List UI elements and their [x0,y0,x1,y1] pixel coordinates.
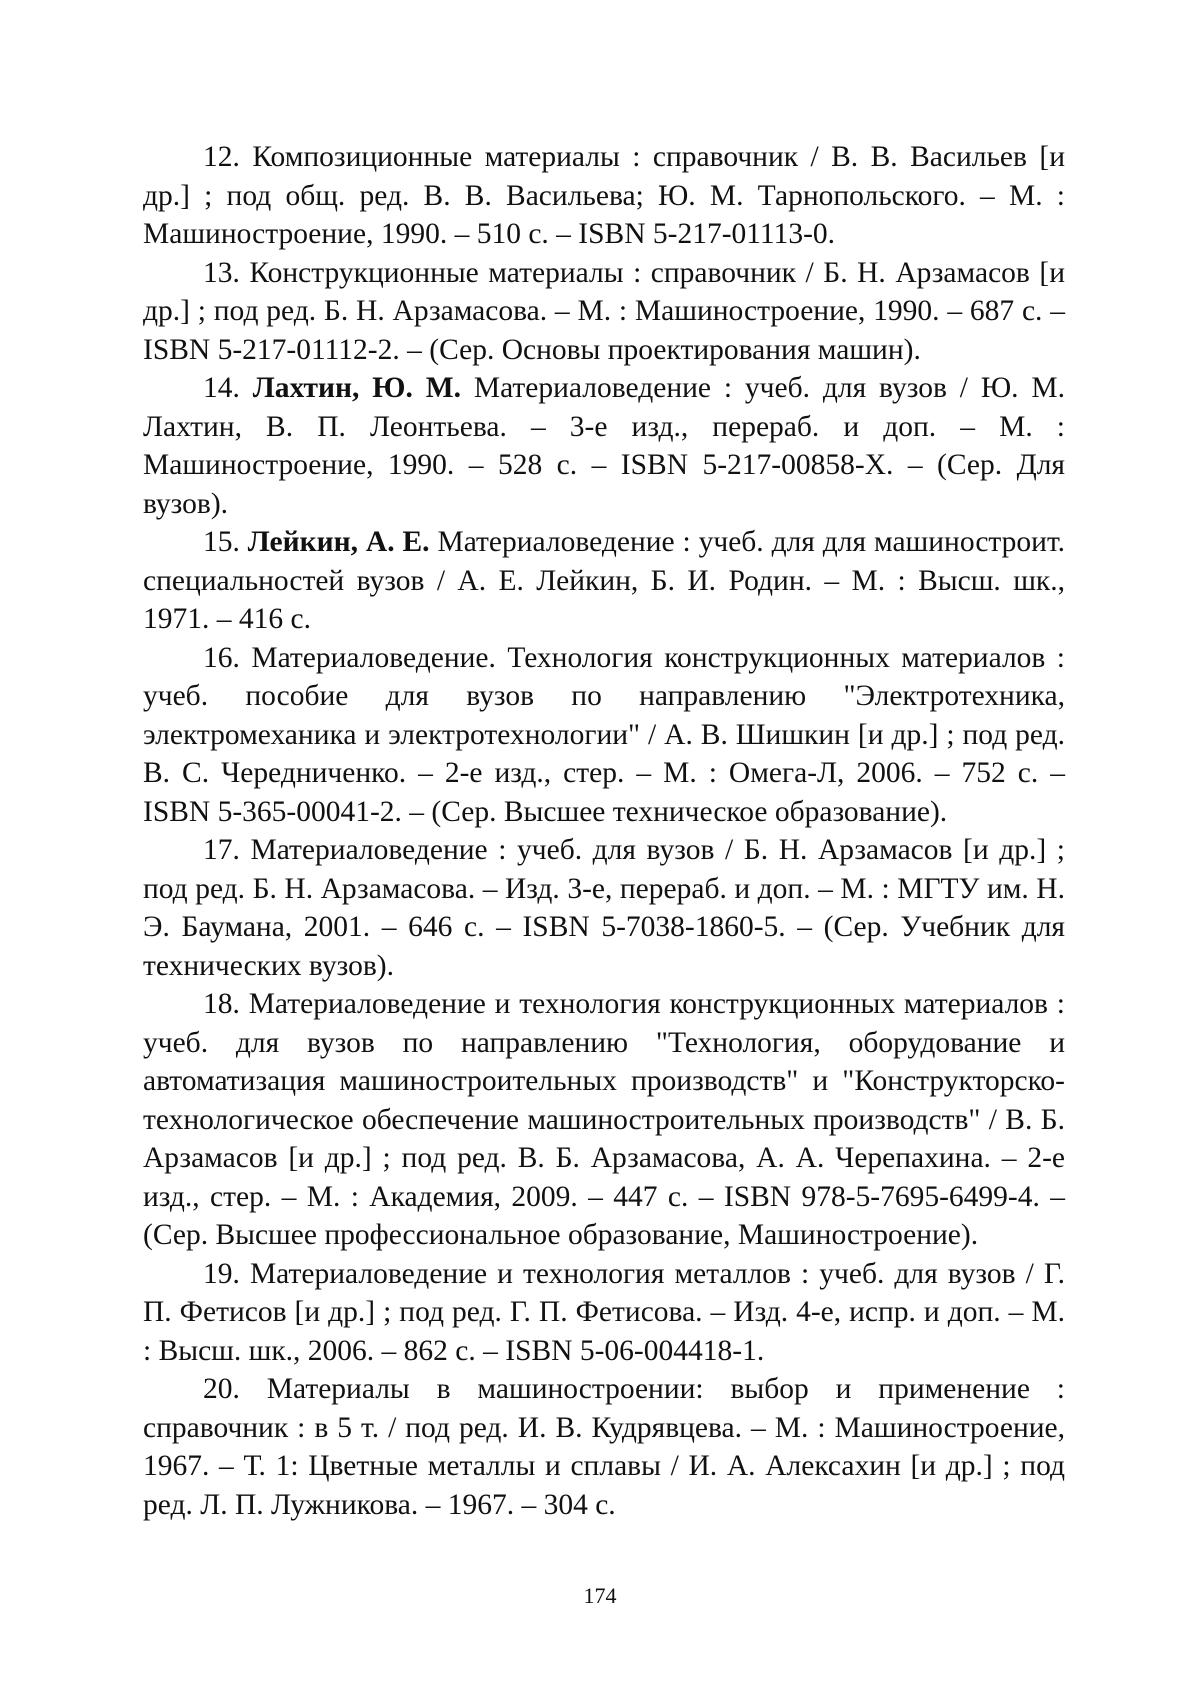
reference-number: 20. [203,1373,240,1405]
reference-author: Лейкин, А. Е. [247,526,430,558]
reference-text: Материаловедение : учеб. для вузов / Б. Н. Арзамасов [и др.] ; под ред. Б. Н. Арзамасова. – Изд. 3-е, перераб. и доп. – М. : МГТУ им. Н. Э. Баумана, 2001. – 646 с. – ISBN 5-7038-1860-5. – (Сер. Учебник для технических вузов). [143,834,1066,982]
reference-text: Конструкционные материалы : справочник / Б. Н. Арзамасов [и др.] ; под ред. Б. Н. Арзамасова. – М. : Машиностроение, 1990. – 687 с. – ISBN 5-217-01112-2. – (Сер. Основы проектирования машин). [143,256,1065,366]
page-number: 174 [583,1583,617,1608]
reference-number: 16. [203,641,240,674]
reference-item [143,1255,1065,1371]
reference-item [143,369,1065,523]
reference-text: Композиционные материалы : справочник / В. В. Васильев [и др.] ; под общ. ред. В. В. Васильева; Ю. М. Тарнопольского. – М. : Машиностроение, 1990. – 510 с. – ISBN 5-217-01113-0. [143,141,1065,250]
reference-item [143,523,1065,639]
reference-number: 12. [203,141,240,173]
reference-number: 17. [203,834,240,866]
reference-number: 13. [203,256,240,289]
reference-item [143,831,1065,985]
reference-text: Материаловедение и технология металлов : учеб. для вузов / Г. П. Фетисов [и др.] ; под ред. Г. П. Фетисова. – Изд. 4-е, испр. и доп. – М. : Высш. шк., 2006. – 862 с. – ISBN 5-06-004418-1. [143,1257,1065,1367]
reference-item [143,985,1065,1255]
reference-item [143,639,1065,832]
reference-text: Материаловедение : учеб. для вузов / Ю. М. Лахтин, В. П. Леонтьева. – 3-е изд., перераб. и доп. – М. : Машиностроение, 1990. – 528 с. – ISBN 5-217-00858-X. – (Сер. Для вузов). [143,372,1066,520]
reference-number: 14. [203,372,240,404]
reference-number: 15. [203,526,240,558]
reference-item [143,254,1065,370]
reference-text: Материаловедение : учеб. для для машиностроит. специальностей вузов / А. Е. Лейкин, Б. И. Родин. – М. : Высш. шк., 1971. – 416 с. [143,526,1066,635]
reference-number: 18. [203,988,240,1020]
reference-text: Материалы в машиностроении: выбор и применение : справочник : в 5 т. / под ред. И. В. Кудрявцева. – М. : Машиностроение, 1967. – Т. 1: Цветные металлы и сплавы / И. А. Алексахин [и др.] ; под ред. Л. П. Лужникова. – 1967. – 304 с. [143,1373,1066,1521]
reference-item [143,138,1065,254]
reference-number: 19. [203,1257,240,1290]
reference-list [143,138,1065,1524]
reference-text: Материаловедение. Технология конструкционных материалов : учеб. пособие для вузов по направлению "Электротехника, электромеханика и электротехнологии" / А. В. Шишкин [и др.] ; под ред. В. С. Чередниченко. – 2-е изд., стер. – М. : Омега-Л, 2006. – 752 с. – ISBN 5-365-00041-2. – (Сер. Высшее техническое образование). [143,641,1066,828]
reference-text: Материаловедение и технология конструкционных материалов : учеб. для вузов по направлению "Технология, оборудование и автоматизация машиностроительных производств" и "Конструкторско-технологическое обеспечение машиностроительных производств" / В. Б. Арзамасов [и др.] ; под ред. В. Б. Арзамасова, А. А. Черепахина. – 2-е изд., стер. – М. : Академия, 2009. – 447 с. – ISBN 978-5-7695-6499-4. – (Сер. Высшее профессиональное образование, Машиностроение). [143,988,1065,1251]
reference-item [143,1370,1065,1524]
reference-author: Лахтин, Ю. М. [252,372,461,404]
